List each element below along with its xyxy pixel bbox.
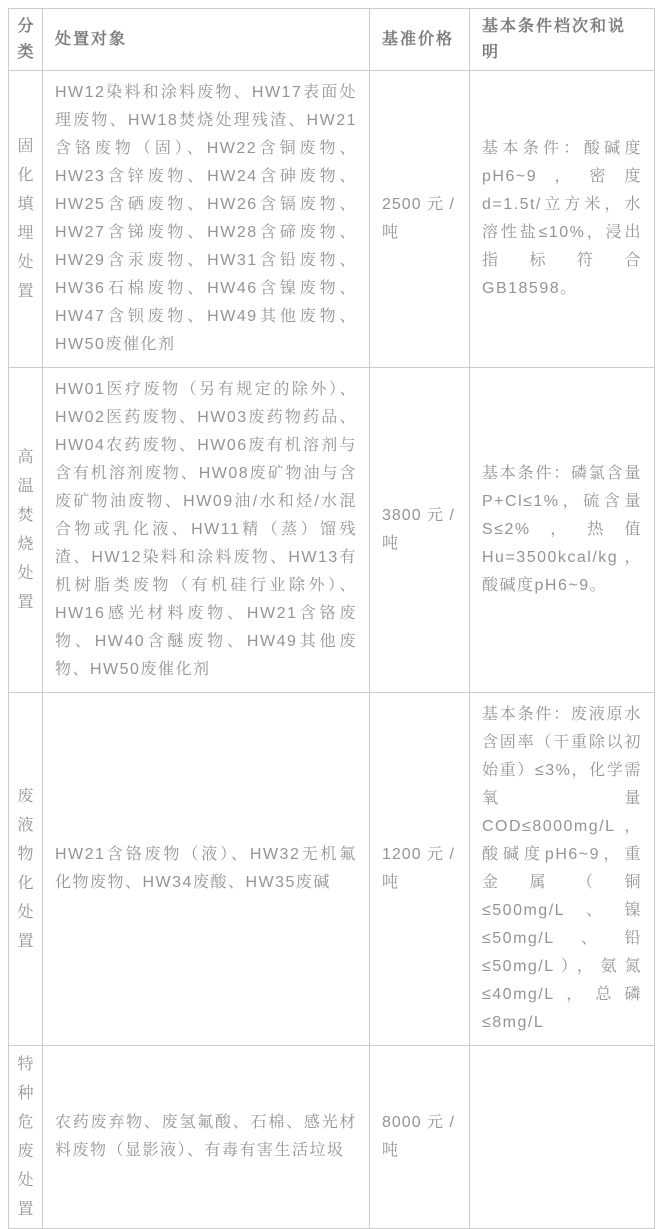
header-row [9, 9, 655, 71]
table-row-solidification-landfill [9, 71, 655, 368]
category-cell: 高温焚烧处置 [9, 368, 43, 693]
conditions-cell: 基本条件：酸碱度pH6~9，密度d=1.5t/立方米，水溶性盐≤10%，浸出指标符合GB18598。 [470, 71, 655, 368]
price-cell: 1200 元 / 吨 [370, 693, 470, 1046]
hazardous-waste-pricing-table [8, 8, 655, 1229]
table-header [9, 9, 655, 71]
table-row-special-hazardous [9, 1046, 655, 1229]
header-conditions: 基本条件档次和说明 [470, 9, 655, 71]
table-body [9, 71, 655, 1229]
header-objects: 处置对象 [43, 9, 370, 71]
table-row-high-temp-incineration [9, 368, 655, 693]
table-row-waste-liquid-physchem [9, 693, 655, 1046]
objects-cell: HW21含铬废物（液）、HW32无机氟化物废物、HW34废酸、HW35废碱 [43, 693, 370, 1046]
category-cell: 特种危废处置 [9, 1046, 43, 1229]
price-cell: 2500 元 / 吨 [370, 71, 470, 368]
objects-cell: HW01医疗废物（另有规定的除外）、HW02医药废物、HW03废药物药品、HW04农药废物、HW06废有机溶剂与含有机溶剂废物、HW08废矿物油与含废矿物油废物、HW09油/水和烃/水混合物或乳化液、HW11精（蒸）馏残渣、HW12染料和涂料废物、HW13有机树脂类废物（有机硅行业除外）、HW16感光材料废物、HW21含铬废物、HW40含醚废物、HW49其他废物、HW50废催化剂 [43, 368, 370, 693]
category-cell: 固化填埋处置 [9, 71, 43, 368]
conditions-cell: 基本条件：废液原水含固率（干重除以初始重）≤3%，化学需氧量COD≤8000mg/L，酸碱度pH6~9，重金属（铜≤500mg/L、镍≤50mg/L、铅≤50mg/L），氨氮≤40mg/L，总磷≤8mg/L [470, 693, 655, 1046]
objects-cell: HW12染料和涂料废物、HW17表面处理废物、HW18焚烧处理残渣、HW21含铬废物（固）、HW22含铜废物、HW23含锌废物、HW24含砷废物、HW25含硒废物、HW26含镉废物、HW27含锑废物、HW28含碲废物、HW29含汞废物、HW31含铅废物、HW36石棉废物、HW46含镍废物、HW47含钡废物、HW49其他废物、HW50废催化剂 [43, 71, 370, 368]
conditions-cell: 基本条件：磷氯含量P+Cl≤1%，硫含量S≤2%，热值Hu=3500kcal/kg，酸碱度pH6~9。 [470, 368, 655, 693]
price-cell: 8000 元 / 吨 [370, 1046, 470, 1229]
conditions-cell [470, 1046, 655, 1229]
objects-cell: 农药废弃物、废氢氟酸、石棉、感光材料废物（显影液）、有毒有害生活垃圾 [43, 1046, 370, 1229]
price-cell: 3800 元 / 吨 [370, 368, 470, 693]
category-cell: 废液物化处置 [9, 693, 43, 1046]
header-category: 分类 [9, 9, 43, 71]
header-price: 基准价格 [370, 9, 470, 71]
